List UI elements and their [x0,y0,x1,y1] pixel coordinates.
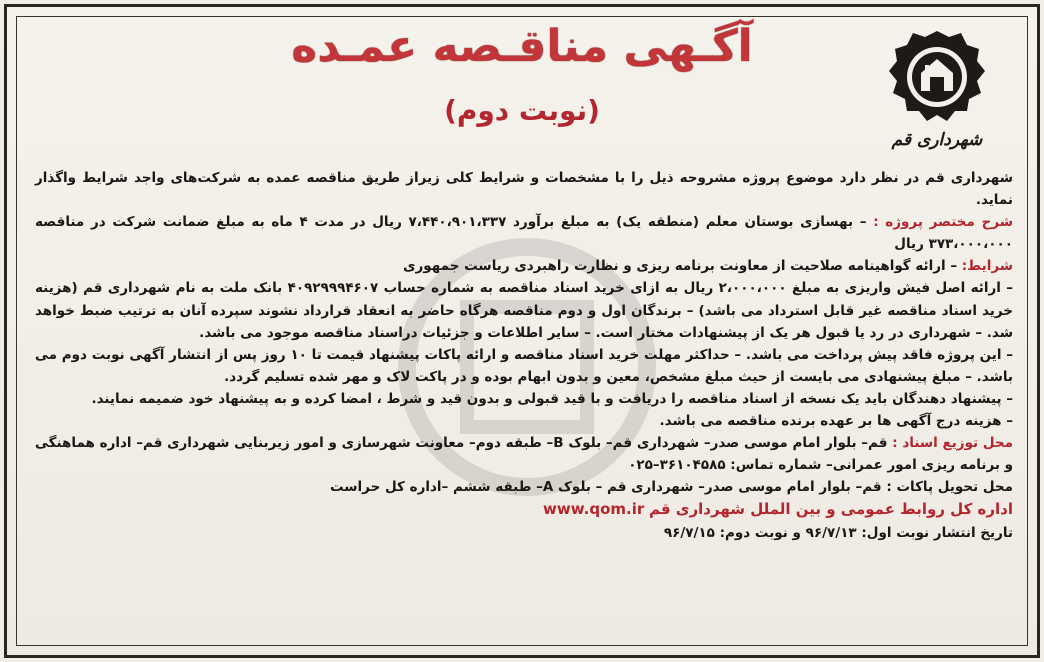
project-description: – بهسازی بوستان معلم (منطقه یک) به مبلغ برآورد ۷،۴۴۰،۹۰۱،۳۳۷ ریال در مدت ۴ ماه به مبلغ ضمانت شرکت در مناقصه ۳۷۳،۰۰۰،۰۰۰ ریال [35,214,1013,253]
distribution-address: قم– بلوار امام موسی صدر– شهرداری قم– بلوک B– طبقه دوم– معاونت شهرسازی و امور زیربنایی شهرداری قم– اداره هماهنگی و برنامه ریزی امور عمرانی– شماره تماس: ۳۶۱۰۴۵۸۵–۰۲۵ [35,435,1013,474]
notice-body [35,167,1013,544]
notice-frame [4,4,1040,658]
logo-caption: شهرداری قم [891,130,983,150]
publish-dates: تاریخ انتشار نوبت اول: ۹۶/۷/۱۳ و نوبت دوم: ۹۶/۷/۱۵ [663,524,1013,541]
condition-item: – ارائه اصل فیش واریزی به مبلغ ۲،۰۰۰،۰۰۰ ریال به ازای خرید اسناد مناقصه به شماره حساب ۴۰۹۲۹۹۹۴۶۰۷ بانک ملت به نام شهرداری قم (هزینه خرید اسناد مناقصه غیر قابل استرداد می باشد) – برندگان اول و دوم مناقصه هرگاه حاضر به انعقاد قرارداد نشوند سپرده آنان به ترتیب ضبط خواهد شد. – شهرداری در رد یا قبول هر یک از پیشنهادات مختار است. – سایر اطلاعات و جزئیات دراسناد مناقصه موجود می باشد. [35,280,1014,341]
project-label: شرح مختصر پروژه : [873,214,1013,231]
notice-title: آگـهی مناقـصه عمـده [291,21,753,72]
condition-item: – پیشنهاد دهندگان باید یک نسخه از اسناد مناقصه را دریافت و با قید قبولی و بدون قید و شرط ، امضا کرده و به پیشنهاد خود ضمیمه نمایند. [91,390,1013,407]
website-link[interactable]: www.qom.ir [543,500,645,519]
conditions-section [35,255,1013,277]
distribution-label: محل توزیع اسناد : [892,435,1013,452]
headline [7,21,1037,127]
intro-paragraph: شهرداری قم در نظر دارد موضوع پروژه مشروحه ذیل را با مشخصات و شرایط کلی زیراز طریق مناقصه عمده به شرکت‌های واجد شرایط واگذار نماید. [35,170,1013,209]
condition-item: – این پروژه فاقد پیش پرداخت می باشد. – حداکثر مهلت خرید اسناد مناقصه و ارائه پاکات پیشنهاد قیمت تا ۱۰ روز پس از انتشار آگهی نوبت دوم می باشد. – مبلغ پیشنهادی می بایست از حیث مبلغ مشخص، معین و بدون ابهام بوده و در پاکت لاک و مهر شده تسلیم گردد. [35,346,1013,385]
conditions-label: شرایط: [961,258,1013,275]
distribution-section [35,432,1013,476]
condition-item: – هزینه درج آگهی ها بر عهده برنده مناقصه می باشد. [659,413,1013,430]
department-name: اداره کل روابط عمومی و بین الملل شهرداری قم [648,500,1013,519]
footer-contact [35,498,1013,521]
condition-item: – ارائه گواهینامه صلاحیت از معاونت برنامه ریزی و نظارت راهبردی ریاست جمهوری [403,258,958,275]
project-section [35,211,1013,255]
notice-subtitle: (نوبت دوم) [444,94,600,127]
delivery-address: محل تحویل پاکات : قم– بلوار امام موسی صدر– شهرداری قم – بلوک A– طبقه ششم –اداره کل حراست [329,479,1013,496]
